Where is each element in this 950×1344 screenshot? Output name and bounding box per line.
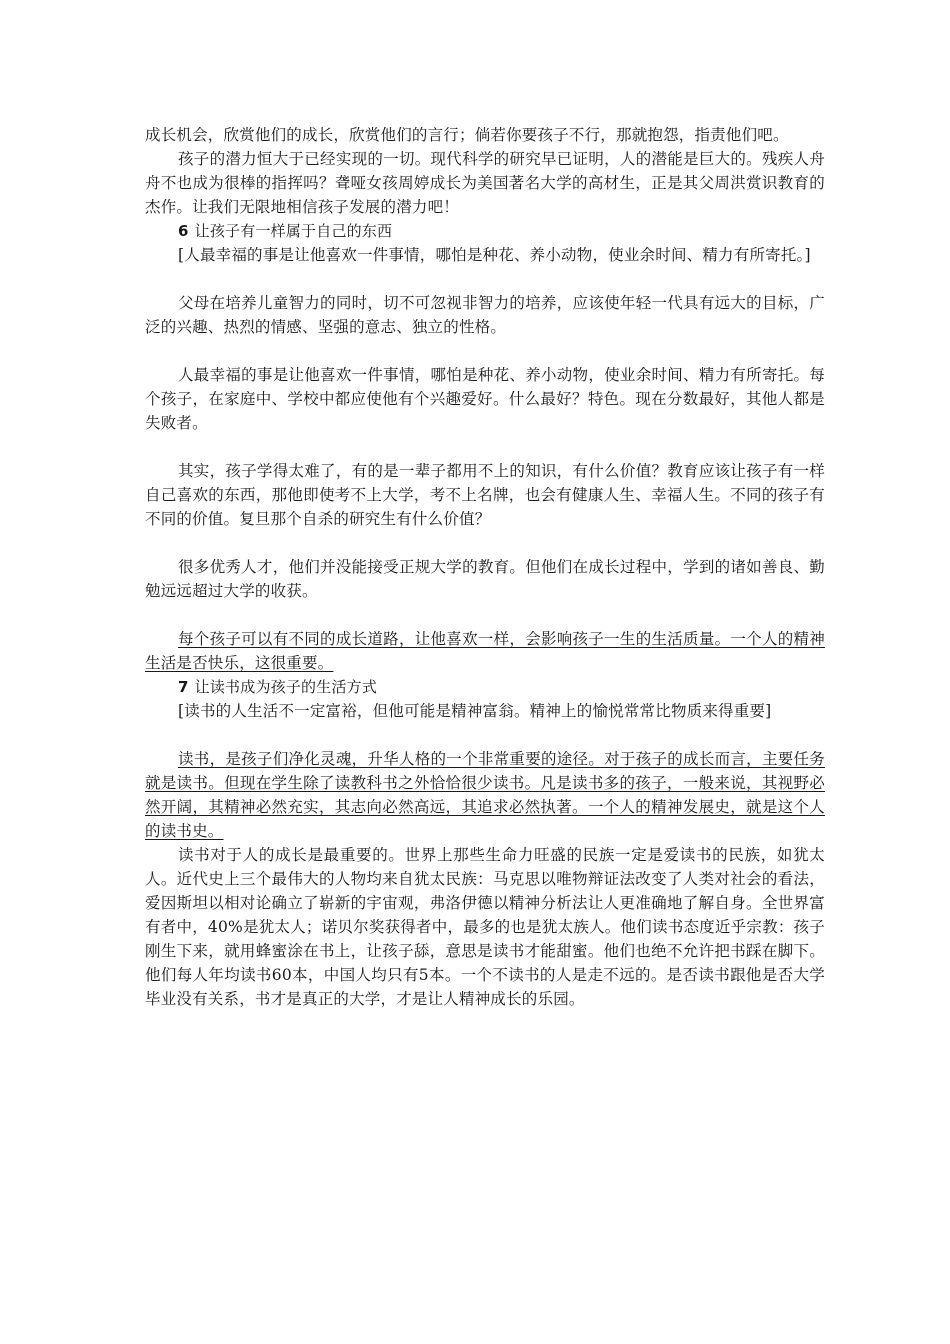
- document-page: [145, 123, 825, 1011]
- section-title: 让读书成为孩子的生活方式: [194, 678, 378, 696]
- section-number: 7: [178, 678, 189, 696]
- paragraph-continued: 成长机会，欣赏他们的成长，欣赏他们的言行；倘若你要孩子不行，那就抱怨，指责他们吧。: [145, 126, 789, 144]
- paragraph-potential: 孩子的潜力恒大于已经实现的一切。现代科学的研究早已证明，人的潜能是巨大的。残疾人舟舟不也成为很棒的指挥吗？聋哑女孩周婷成长为美国著名大学的高材生，正是其父周洪赏识教育的杰作。让我们无限地相信孩子发展的潜力吧！: [145, 150, 825, 216]
- section-quote-6: [人最幸福的事是让他喜欢一件事情，哪怕是种花、养小动物，使业余时间、精力有所寄托。]: [178, 246, 811, 264]
- section-number: 6: [178, 222, 189, 240]
- section-heading-7: [145, 675, 825, 699]
- section-quote-7: [读书的人生活不一定富裕，但他可能是精神富翁。精神上的愉悦常常比物质来得重要]: [178, 702, 772, 720]
- paragraph-reading: 读书，是孩子们净化灵魂，升华人格的一个非常重要的途径。对于孩子的成长而言，主要任务就是读书。但现在学生除了读教科书之外恰恰很少读书。凡是读书多的孩子，一般来说，其视野必然开阔，其精神必然充实，其志向必然高远，其追求必然执著。一个人的精神发展史，就是这个人的读书史。: [145, 750, 825, 840]
- section-heading-6: [145, 219, 825, 243]
- paragraph-growth-path: 每个孩子可以有不同的成长道路，让他喜欢一样，会影响孩子一生的生活质量。一个人的精神生活是否快乐，这很重要。: [145, 630, 825, 672]
- paragraph-jewish-reading: 读书对于人的成长是最重要的。世界上那些生命力旺盛的民族一定是爱读书的民族，如犹太人。近代史上三个最伟大的人物均来自犹太民族：马克思以唯物辩证法改变了人类对社会的看法，爱因斯坦以相对论确立了崭新的宇宙观，弗洛伊德以精神分析法让人更准确地了解自身。全世界富有者中，40%是犹太人；诺贝尔奖获得者中，最多的也是犹太族人。他们读书态度近乎宗教：孩子刚生下来，就用蜂蜜涂在书上，让孩子舔，意思是读书才能甜蜜。他们也绝不允许把书踩在脚下。他们每人年均读书60本，中国人均只有5本。一个不读书的人是走不远的。是否读书跟他是否大学毕业没有关系，书才是真正的大学，才是让人精神成长的乐园。: [145, 846, 825, 1008]
- paragraph-talent: 很多优秀人才，他们并没能接受正规大学的教育。但他们在成长过程中，学到的诸如善良、勤勉远远超过大学的收获。: [145, 558, 825, 600]
- paragraph-non-intellect: 父母在培养儿童智力的同时，切不可忽视非智力的培养，应该使年轻一代具有远大的目标，广泛的兴趣、热烈的情感、坚强的意志、独立的性格。: [145, 294, 825, 336]
- section-title: 让孩子有一样属于自己的东西: [194, 222, 393, 240]
- paragraph-hobby: 人最幸福的事是让他喜欢一件事情，哪怕是种花、养小动物，使业余时间、精力有所寄托。每个孩子，在家庭中、学校中都应使他有个兴趣爱好。什么最好？特色。现在分数最好，其他人都是失败者。: [145, 366, 825, 432]
- paragraph-value: 其实，孩子学得太难了，有的是一辈子都用不上的知识，有什么价值？教育应该让孩子有一样自己喜欢的东西，那他即使考不上大学，考不上名牌，也会有健康人生、幸福人生。不同的孩子有不同的价值。复旦那个自杀的研究生有什么价值？: [145, 462, 825, 528]
